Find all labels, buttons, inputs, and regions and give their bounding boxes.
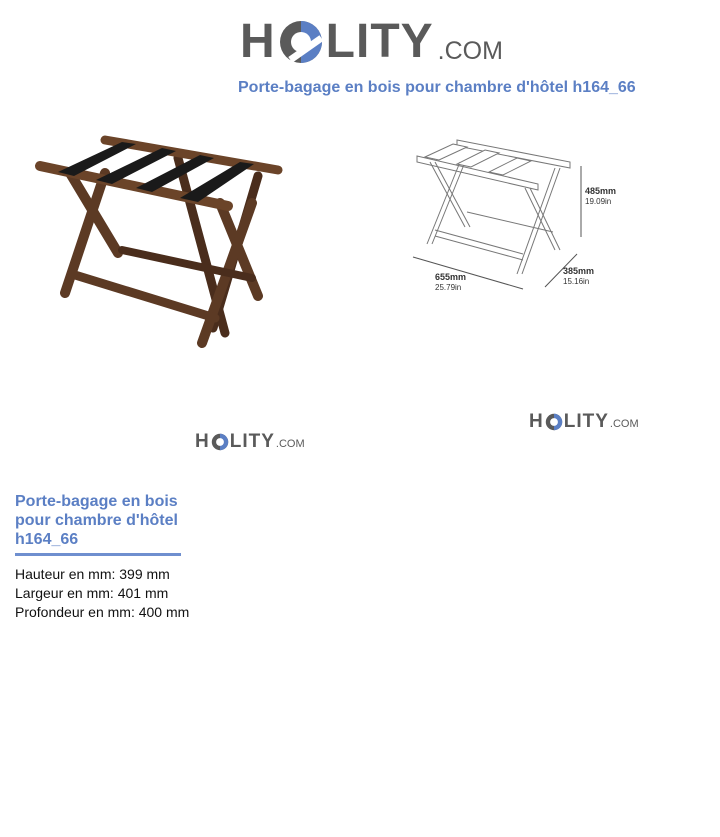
spec-height: Hauteur en mm: 399 mm [15,566,170,582]
spec-depth: Profondeur en mm: 400 mm [15,604,190,620]
spec-width: Largeur en mm: 401 mm [15,585,169,601]
logo-text-com: .COM [275,438,305,450]
logo-text-lity: LITY [325,15,434,68]
width-in-label: 25.79in [435,283,462,292]
logo-ring-icon [545,413,563,431]
depth-in-label: 15.16in [563,277,590,286]
logo-text-h: H [195,431,210,452]
depth-mm-label: 385mm [563,266,595,276]
title-underline [15,553,181,556]
dimension-drawing [405,132,617,297]
height-in-label: 19.09in [585,197,612,206]
logo-text-lity: LITY [563,411,609,432]
holity-logo-watermark-right [529,412,639,432]
logo-text-com: .COM [609,418,639,430]
height-mm-label: 485mm [585,186,617,196]
logo-text-h: H [529,411,544,432]
holity-logo-watermark-left [195,432,305,452]
holity-logo[interactable] [240,12,503,68]
spec-list [15,565,189,622]
logo-ring-icon [211,433,229,451]
product-photo [30,128,290,353]
logo-text-lity: LITY [229,431,275,452]
logo-text-com: .COM [437,37,503,65]
width-mm-label: 655mm [435,272,467,282]
product-title: Porte-bagage en bois pour chambre d'hôtel h164_66 [15,493,178,548]
logo-text-h: H [240,15,276,68]
page-title: Porte-bagage en bois pour chambre d'hôtel h164_66 [238,79,636,96]
logo-ring-icon [278,19,324,65]
